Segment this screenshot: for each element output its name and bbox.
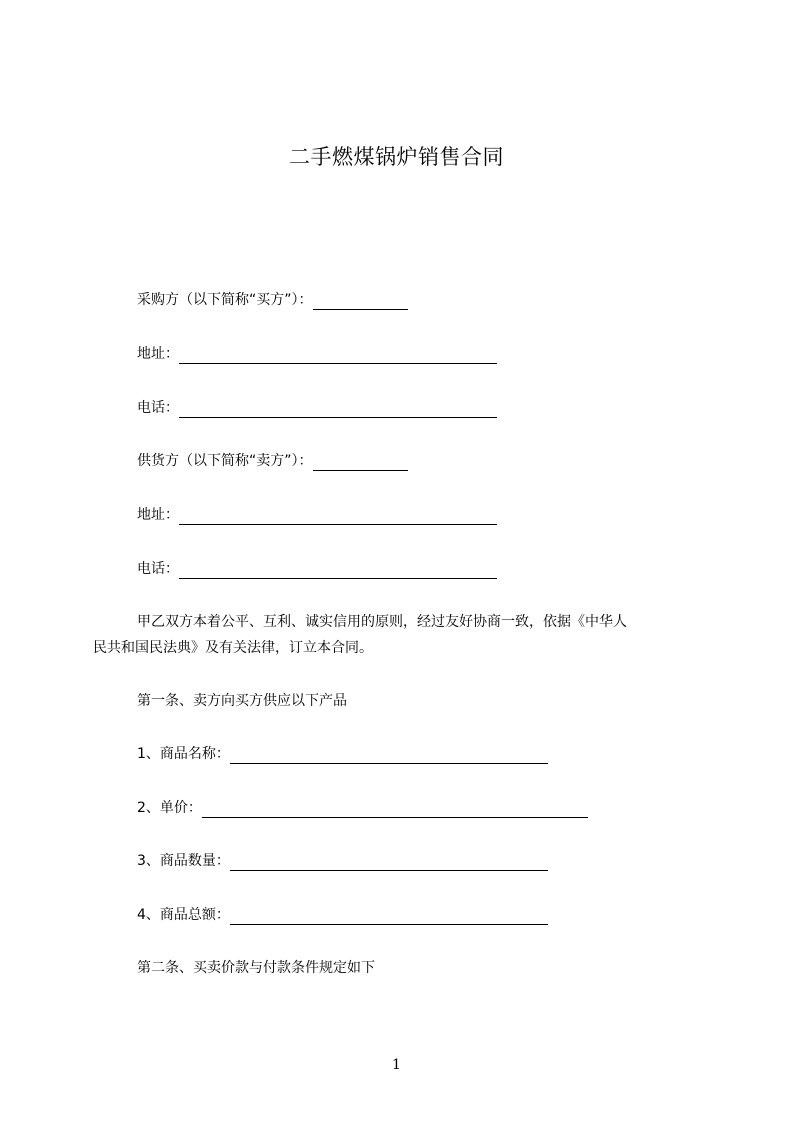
page-number: 1 — [392, 1057, 401, 1073]
preamble-line-1: 甲乙双方本着公平、互利、诚实信用的原则，经过友好协商一致，依据《中华人 — [137, 614, 627, 630]
seller-line — [137, 451, 408, 471]
total-amount-blank — [230, 906, 548, 925]
product-name-blank — [230, 745, 548, 764]
product-name-line — [137, 744, 548, 764]
article1-heading: 第一条、卖方向买方供应以下产品 — [137, 693, 347, 709]
quantity-blank — [230, 852, 548, 871]
unit-price-label: 2、单价： — [137, 800, 202, 816]
seller-phone-label: 电话： — [137, 561, 179, 577]
seller-name-blank — [313, 452, 408, 471]
total-amount-line — [137, 905, 548, 925]
seller-label: 供货方（以下简称“卖方”）： — [137, 453, 313, 469]
seller-address-blank — [179, 506, 497, 525]
buyer-phone-blank — [179, 399, 497, 418]
buyer-address-label: 地址： — [137, 346, 179, 362]
seller-phone-blank — [179, 560, 497, 579]
seller-address-label: 地址： — [137, 507, 179, 523]
buyer-line — [137, 290, 408, 310]
buyer-address-blank — [179, 345, 497, 364]
buyer-label: 采购方（以下简称“买方”）： — [137, 292, 313, 308]
preamble-line-2: 民共和国民法典》及有关法律，订立本合同。 — [93, 640, 373, 656]
total-amount-label: 4、商品总额： — [137, 907, 230, 923]
product-name-label: 1、商品名称： — [137, 746, 230, 762]
document-title: 二手燃煤锅炉销售合同 — [289, 145, 504, 169]
quantity-line — [137, 851, 548, 871]
seller-phone-line — [137, 559, 497, 579]
buyer-phone-label: 电话： — [137, 400, 179, 416]
unit-price-blank — [202, 799, 588, 818]
buyer-address-line — [137, 344, 497, 364]
buyer-name-blank — [313, 291, 408, 310]
article2-heading: 第二条、买卖价款与付款条件规定如下 — [137, 960, 375, 976]
quantity-label: 3、商品数量： — [137, 853, 230, 869]
buyer-phone-line — [137, 398, 497, 418]
unit-price-line — [137, 798, 588, 818]
seller-address-line — [137, 505, 497, 525]
